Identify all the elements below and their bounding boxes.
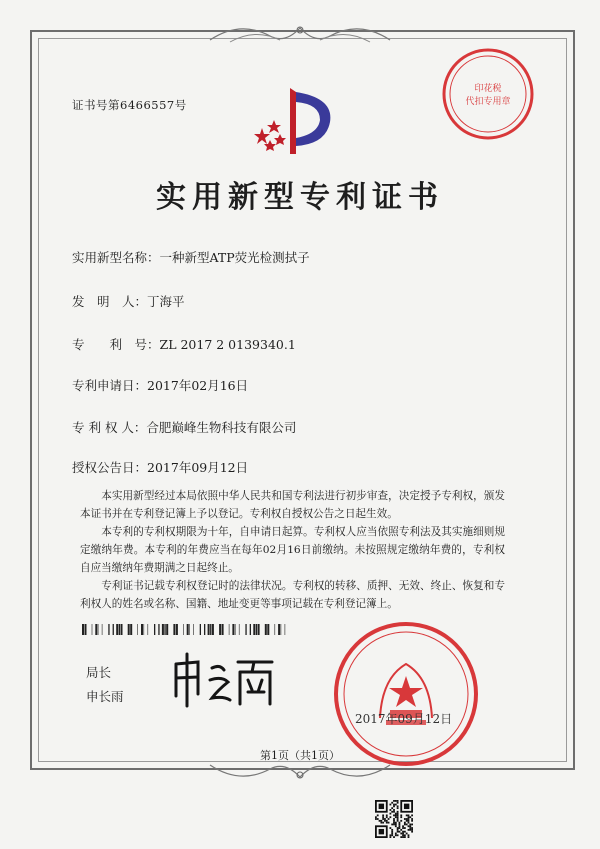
qr-module [393, 804, 395, 806]
qr-module [408, 834, 410, 836]
qr-module [408, 816, 410, 818]
body-paragraph: 专利证书记载专利权登记时的法律状况。专利权的转移、质押、无效、终止、恢复和专利权人的姓名或名称、国籍、地址变更等事项记载在专利登记簿上。 [80, 580, 505, 610]
qr-module [402, 831, 404, 833]
barcode-bar [113, 624, 114, 635]
qr-module [395, 824, 397, 826]
qr-finder [379, 804, 384, 809]
barcode-bar [108, 624, 109, 635]
qr-module [397, 834, 399, 836]
barcode-bar [210, 624, 211, 635]
barcode-bar [130, 624, 132, 635]
field-label: 专 利 号： [72, 337, 160, 352]
qr-module [406, 814, 408, 816]
barcode-bar [121, 624, 123, 635]
qr-module [399, 825, 401, 827]
qr-module [389, 836, 391, 838]
qr-module [395, 804, 397, 806]
barcode-bar [229, 624, 230, 635]
qr-module [404, 827, 406, 829]
field-value: 一种新型ATP荧光检测拭子 [159, 250, 310, 265]
field-label: 发 明 人： [72, 294, 148, 309]
field-value: 合肥巅峰生物科技有限公司 [146, 420, 297, 435]
qr-module [380, 820, 382, 822]
barcode-bar [275, 624, 276, 635]
qr-module [393, 824, 395, 826]
qr-module [408, 825, 410, 827]
field-value: 2017年02月16日 [147, 378, 249, 393]
qr-module [389, 816, 391, 818]
barcode-bar [158, 624, 159, 635]
barcode-bar [95, 624, 97, 635]
qr-code [375, 800, 413, 838]
field-inventor [72, 292, 185, 310]
qr-module [400, 836, 402, 838]
qr-module [408, 820, 410, 822]
qr-module [382, 816, 384, 818]
barcode-bar [173, 624, 175, 635]
field-value: ZL 2017 2 0139340.1 [159, 337, 296, 352]
barcode [82, 624, 292, 635]
qr-module [399, 831, 401, 833]
agency-stamp [438, 44, 538, 144]
director-name: 申长雨 [86, 689, 124, 704]
page-number: 第1页（共1页） [260, 749, 340, 762]
field-patentee [72, 418, 296, 436]
qr-module [393, 814, 395, 816]
barcode-bar [204, 624, 205, 635]
qr-module [406, 818, 408, 820]
qr-module [411, 829, 413, 831]
barcode-bar [119, 624, 120, 635]
barcode-bar [141, 624, 143, 635]
qr-module [408, 829, 410, 831]
qr-module [389, 809, 391, 811]
qr-module [409, 816, 411, 818]
qr-module [384, 818, 386, 820]
qr-module [406, 824, 408, 826]
qr-module [382, 822, 384, 824]
qr-module [395, 825, 397, 827]
barcode-bar [222, 624, 224, 635]
qr-module [393, 800, 395, 802]
barcode-bar [189, 624, 190, 635]
barcode-bar [281, 624, 282, 635]
qr-module [388, 818, 390, 820]
qr-module [397, 827, 399, 829]
qr-module [408, 818, 410, 820]
qr-module [411, 820, 413, 822]
field-value: 2017年09月12日 [147, 460, 249, 475]
qr-module [393, 809, 395, 811]
qr-module [393, 811, 395, 813]
qr-module [397, 814, 399, 816]
barcode-bar [128, 624, 130, 635]
barcode-bar [239, 624, 240, 635]
qr-module [402, 827, 404, 829]
barcode-bar [208, 624, 210, 635]
qr-module [397, 813, 399, 815]
qr-module [388, 822, 390, 824]
qr-module [395, 814, 397, 816]
qr-module [411, 827, 413, 829]
qr-module [409, 827, 411, 829]
certificate-number: 证书号第6466557号 [72, 98, 187, 112]
cnipa-logo [250, 82, 340, 160]
qr-module [397, 829, 399, 831]
qr-module [393, 818, 395, 820]
qr-module [389, 827, 391, 829]
barcode-bar [267, 624, 269, 635]
qr-module [393, 822, 395, 824]
barcode-bar [187, 624, 189, 635]
qr-module [408, 836, 410, 838]
top-ornament [200, 18, 400, 48]
qr-module [397, 807, 399, 809]
field-grant-date [72, 458, 248, 476]
qr-module [400, 816, 402, 818]
qr-module [397, 820, 399, 822]
barcode-bar [85, 624, 87, 635]
field-label: 专 利 权 人： [72, 420, 147, 435]
barcode-bar [253, 624, 255, 635]
qr-finder [379, 829, 384, 834]
field-patent-number [72, 335, 296, 353]
qr-module [402, 833, 404, 835]
qr-module [379, 820, 381, 822]
barcode-bar [162, 624, 164, 635]
qr-module [391, 802, 393, 804]
qr-module [409, 825, 411, 827]
barcode-bar [154, 624, 155, 635]
qr-module [397, 800, 399, 802]
barcode-bar [258, 624, 260, 635]
qr-finder [404, 804, 409, 809]
qr-module [404, 822, 406, 824]
qr-module [393, 805, 395, 807]
field-label: 实用新型名称： [72, 250, 160, 265]
qr-module [391, 807, 393, 809]
barcode-bar [144, 624, 145, 635]
barcode-bar [285, 624, 286, 635]
qr-module [375, 818, 377, 820]
qr-module [397, 811, 399, 813]
barcode-bar [166, 624, 168, 635]
qr-module [400, 814, 402, 816]
seal-date: 2017年09月12日 [355, 712, 453, 726]
qr-module [399, 822, 401, 824]
qr-module [386, 814, 388, 816]
qr-module [411, 824, 413, 826]
barcode-bar [256, 624, 257, 635]
qr-module [404, 831, 406, 833]
barcode-bar [232, 624, 234, 635]
barcode-bar [219, 624, 221, 635]
barcode-bar [200, 624, 201, 635]
field-utility-model-name [72, 248, 310, 266]
qr-module [404, 834, 406, 836]
qr-module [397, 818, 399, 820]
qr-module [389, 804, 391, 806]
qr-module [397, 816, 399, 818]
certificate-body [80, 487, 505, 613]
barcode-bar [176, 624, 178, 635]
barcode-bar [193, 624, 194, 635]
qr-module [395, 834, 397, 836]
qr-module [393, 836, 395, 838]
qr-module [389, 834, 391, 836]
qr-module [386, 820, 388, 822]
qr-module [406, 820, 408, 822]
qr-module [402, 825, 404, 827]
qr-module [393, 820, 395, 822]
qr-module [377, 814, 379, 816]
qr-module [404, 818, 406, 820]
barcode-bar [102, 624, 103, 635]
qr-module [395, 800, 397, 802]
qr-module [391, 811, 393, 813]
barcode-bar [212, 624, 214, 635]
field-label: 专利申请日： [72, 378, 148, 393]
qr-module [404, 836, 406, 838]
qr-module [400, 833, 402, 835]
field-value: 丁海平 [147, 294, 185, 309]
qr-module [397, 802, 399, 804]
barcode-bar [82, 624, 84, 635]
barcode-bar [137, 624, 138, 635]
barcode-bar [265, 624, 267, 635]
qr-module [397, 805, 399, 807]
barcode-bar [92, 624, 93, 635]
qr-module [411, 814, 413, 816]
qr-module [409, 824, 411, 826]
qr-module [402, 836, 404, 838]
qr-module [391, 829, 393, 831]
qr-module [395, 813, 397, 815]
qr-module [386, 816, 388, 818]
barcode-bar [235, 624, 236, 635]
qr-module [380, 822, 382, 824]
qr-module [391, 833, 393, 835]
barcode-bar [250, 624, 251, 635]
qr-module [395, 822, 397, 824]
barcode-bar [98, 624, 99, 635]
qr-module [382, 818, 384, 820]
qr-module [377, 818, 379, 820]
barcode-bar [116, 624, 118, 635]
qr-module [406, 833, 408, 835]
qr-module [408, 814, 410, 816]
qr-module [399, 827, 401, 829]
qr-module [400, 829, 402, 831]
qr-module [404, 824, 406, 826]
qr-module [408, 822, 410, 824]
barcode-bar [278, 624, 280, 635]
qr-module [391, 831, 393, 833]
qr-module [389, 813, 391, 815]
field-application-date [72, 376, 248, 394]
field-label: 授权公告日： [72, 460, 148, 475]
svg-text:代扣专用章: 代扣专用章 [465, 97, 511, 107]
qr-module [411, 831, 413, 833]
certificate-title: 实用新型专利证书 [156, 180, 444, 215]
qr-module [382, 814, 384, 816]
qr-module [391, 834, 393, 836]
qr-module [397, 831, 399, 833]
qr-module [399, 824, 401, 826]
qr-module [409, 829, 411, 831]
barcode-bar [164, 624, 165, 635]
barcode-bar [245, 624, 246, 635]
qr-module [395, 816, 397, 818]
qr-module [375, 816, 377, 818]
qr-module [411, 818, 413, 820]
qr-module [384, 820, 386, 822]
qr-module [386, 822, 388, 824]
qr-module [395, 833, 397, 835]
director-signature [168, 650, 278, 710]
qr-module [402, 834, 404, 836]
barcode-bar [148, 624, 149, 635]
body-paragraph: 本专利的专利权期限为十年，自申请日起算。专利权人应当依照专利法及其实施细则规定缴纳年费。本专利的年费应当在每年02月16日前缴纳。未按照规定缴纳年费的，专利权自应当缴纳年费期满之日起终止。 [80, 526, 505, 574]
svg-text:印花税: 印花税 [474, 84, 502, 94]
director-title: 局长 [86, 665, 112, 680]
qr-module [400, 820, 402, 822]
qr-module [391, 824, 393, 826]
body-paragraph: 本实用新型经过本局依照中华人民共和国专利法进行初步审查，决定授予专利权，颁发本证书并在专利登记簿上予以登记。专利权自授权公告之日起生效。 [80, 490, 505, 520]
barcode-bar [183, 624, 184, 635]
